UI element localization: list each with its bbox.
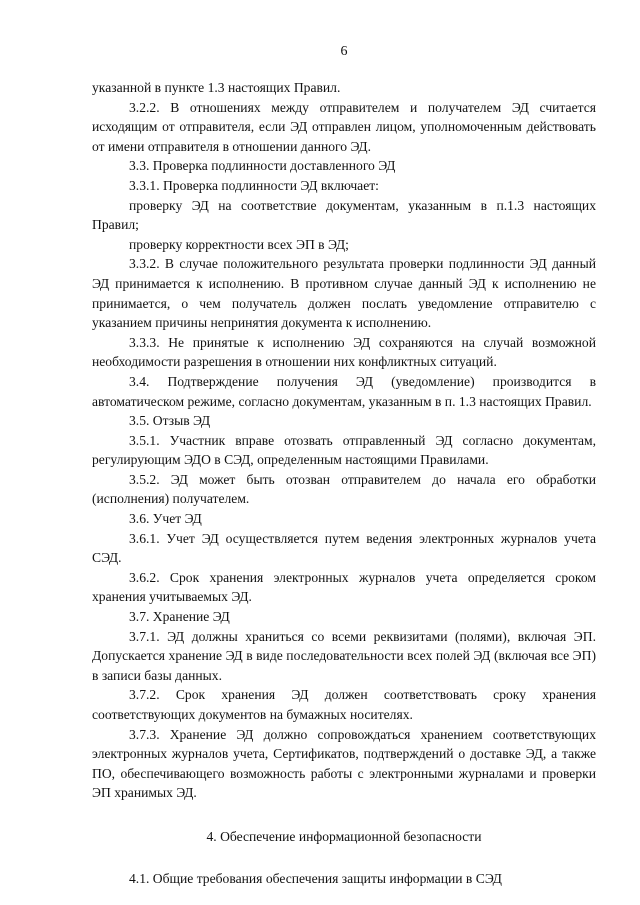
list-item: проверку ЭД на соответствие документам, указанным в п.1.3 настоящих Правил;: [92, 197, 596, 233]
paragraph: 3.3.2. В случае положительного результата проверки подлинности ЭД данный ЭД принимается к исполнению. В противном случае данный ЭД к исполнению не принимается, о чем получатель должен послать уведомление отправителю с указанием причины непринятия документа к исполнению.: [92, 256, 596, 331]
paragraph: 3.6.1. Учет ЭД осуществляется путем ведения электронных журналов учета СЭД.: [92, 530, 596, 566]
subsection-title: 3.5. Отзыв ЭД: [129, 413, 211, 429]
paragraph: 3.6.2. Срок хранения электронных журналов учета определяется сроком хранения учитываемых ЭД.: [92, 569, 596, 605]
subsection-title: 3.7. Хранение ЭД: [129, 609, 230, 625]
section-heading: 4. Обеспечение информационной безопасности: [206, 828, 482, 844]
paragraph: 3.5.1. Участник вправе отозвать отправленный ЭД согласно документам, регулирующим ЭДО в СЭД, определенным настоящими Правилами.: [92, 432, 596, 468]
paragraph: 3.7.3. Хранение ЭД должно сопровождаться хранением соответствующих электронных журналов учета, Сертификатов, подтверждений о доставке ЭД, а также ПО, обеспечивающего возможность работы с электронными журналами и проверки ЭП хранимых ЭД.: [92, 726, 596, 801]
paragraph: 3.5.2. ЭД может быть отозван отправителем до начала его обработки (исполнения) получателем.: [92, 471, 596, 507]
page-number: 6: [340, 44, 348, 59]
paragraph: 3.2.2. В отношениях между отправителем и получателем ЭД считается исходящим от отправителя, если ЭД отправлен лицом, уполномоченным действовать от имени отправителя в отношении данного ЭД.: [92, 99, 596, 154]
subsection-title: 3.6. Учет ЭД: [129, 511, 202, 527]
list-item: проверку корректности всех ЭП в ЭД;: [129, 236, 349, 252]
subsection-title: 3.3. Проверка подлинности доставленного ЭД: [129, 158, 396, 174]
paragraph: 3.3.3. Не принятые к исполнению ЭД сохраняются на случай возможной необходимости разрешения в отношении них конфликтных ситуаций.: [92, 334, 596, 370]
paragraph: 3.4. Подтверждение получения ЭД (уведомление) производится в автоматическом режиме, согласно документам, указанным в п. 1.3 настоящих Правил.: [92, 373, 596, 409]
paragraph: 3.7.2. Срок хранения ЭД должен соответствовать сроку хранения соответствующих документов на бумажных носителях.: [92, 687, 596, 722]
subsection-heading: 4.1. Общие требования обеспечения защиты информации в СЭД: [129, 870, 502, 886]
document-body: [92, 78, 596, 888]
paragraph: 3.3.1. Проверка подлинности ЭД включает:: [129, 177, 379, 193]
paragraph: 3.7.1. ЭД должны храниться со всеми реквизитами (полями), включая ЭП. Допускается хранение ЭД в виде последовательности всех полей ЭД (включая все ЭП) в записи базы данных.: [92, 628, 596, 683]
paragraph: указанной в пункте 1.3 настоящих Правил.: [92, 80, 341, 95]
